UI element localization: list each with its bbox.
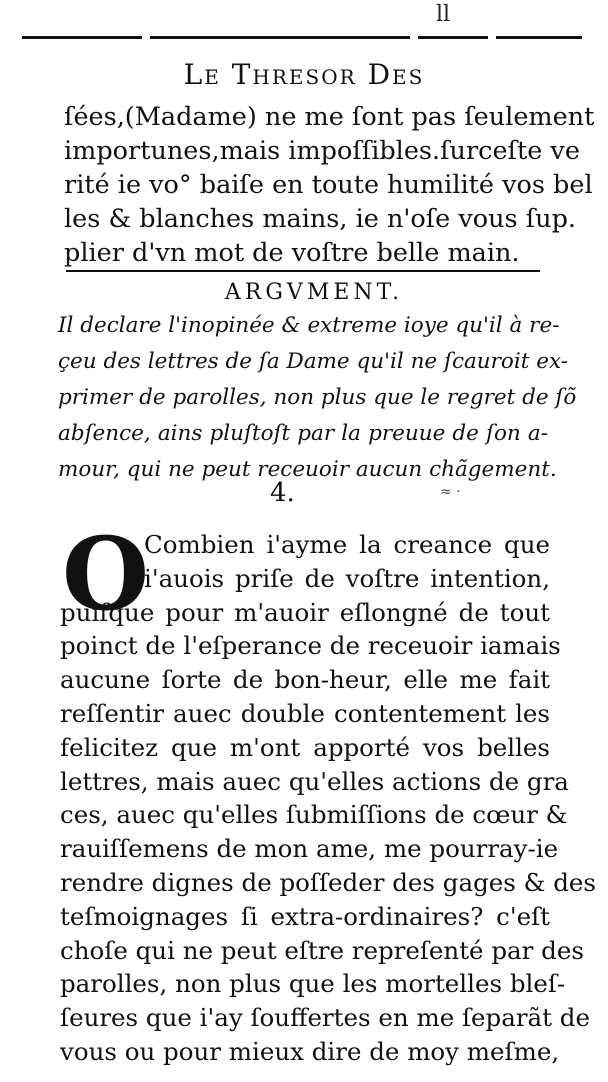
body-line: aucune ſorte de bon-heur, elle me fait (60, 665, 550, 695)
top-rule-segment (22, 36, 142, 39)
body-line: parolles, non plus que les mortelles bleſ- (60, 969, 566, 999)
body-line: ces, auec qu'elles ſubmiſſions de cœur & (60, 800, 568, 830)
body-line: reſſentir auec double contentement les (60, 698, 550, 728)
body-line: teſmoignages ſi extra-ordinaires? c'eſt (60, 901, 550, 931)
body-line: rauiſſemens de mon ame, me pourray-ie (60, 834, 559, 864)
body-line: puiſque pour m'auoir eſlongné de tout (60, 597, 550, 627)
running-head: Le Thresor Des (183, 58, 425, 91)
printer-marks: ≈ · (440, 484, 461, 500)
section-divider (66, 270, 540, 272)
argument-line: çeu des lettres de ſa Dame qu'il ne ſcauroit ex- (58, 349, 568, 374)
text-line: ſées,(Madame) ne me ſont pas ſeulement (64, 102, 595, 132)
text-line: plier d'vn mot de voſtre belle main. (64, 238, 520, 268)
body-line: Combien i'ayme la creance que (144, 530, 550, 559)
text-line: les & blanches mains, ie n'oſe vous ſup. (64, 204, 577, 234)
body-line: i'auois priſe de voſtre intention, (144, 563, 550, 593)
argument-line: mour, qui ne peut receuoir aucun chãgement. (58, 457, 557, 482)
top-rule-segment (150, 36, 410, 39)
argument-line: primer de parolles, non plus que le regret de ſõ (58, 385, 577, 410)
body-line: choſe qui ne peut eſtre repreſenté par des (60, 935, 584, 965)
body-line: felicitez que m'ont apporté vos belles (60, 732, 550, 762)
body-line: vous ou pour mieux dire de moy meſme, (60, 1036, 560, 1066)
text-line: importunes,mais impoſſibles.ſurceſte ve (64, 136, 580, 166)
body-line: lettres, mais auec qu'elles actions de gra (60, 766, 569, 796)
drop-cap: O (62, 515, 150, 633)
body-line: rendre dignes de poſſeder des gages & des (60, 867, 596, 897)
top-rule-segment (418, 36, 488, 39)
top-rule-segment (496, 36, 582, 39)
body-line: poinct de l'eſperance de receuoir iamais (60, 631, 561, 661)
argument-line: abſence, ains pluſtoſt par la preuue de ſon a- (58, 421, 548, 446)
corner-mark: ll (436, 2, 451, 27)
text-line: rité ie vo° baiſe en toute humilité vos bel (64, 170, 593, 200)
continued-text (64, 100, 595, 270)
argument-title: ARGVMENT. (224, 280, 404, 305)
argument-line: Il declare l'inopinée & extreme ioye qu'il à re- (58, 313, 560, 338)
section-number: 4. (270, 478, 295, 508)
body-line: ſeures que i'ay ſouffertes en me ſeparãt de (60, 1003, 590, 1033)
body-text (60, 515, 596, 1069)
argument-text (58, 308, 577, 488)
